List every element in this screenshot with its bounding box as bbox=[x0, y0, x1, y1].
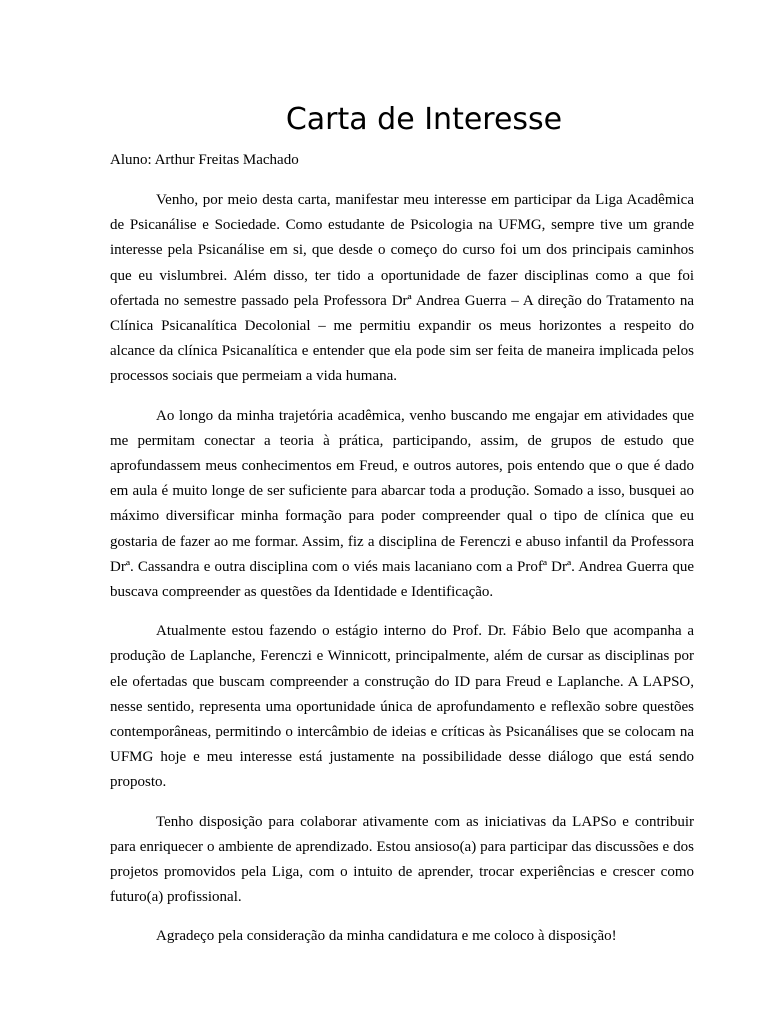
paragraph-2: Ao longo da minha trajetória acadêmica, venho buscando me engajar em atividades que me permitam conectar a teoria à prática, participando, assim, de grupos de estudo que aprofundassem meus conhecimentos em Freud, e outros autores, pois entendo que o que é dado em aula é muito longe de ser suficiente para abarcar toda a produção. Somado a isso, busquei ao máximo diversificar minha formação para poder compreender qual o tipo de clínica que eu gostaria de fazer ao me formar. Assim, fiz a disciplina de Ferenczi e abuso infantil da Professora Drª. Cassandra e outra disciplina com o viés mais lacaniano com a Profª Drª. Andrea Guerra que buscava compreender as questões da Identidade e Identificação. bbox=[110, 407, 694, 601]
paragraph-5: Agradeço pela consideração da minha candidatura e me coloco à disposição! bbox=[156, 928, 617, 945]
student-line: Aluno: Arthur Freitas Machado bbox=[110, 152, 299, 168]
paragraph-4: Tenho disposição para colaborar ativamente com as iniciativas da LAPSo e contribuir para enriquecer o ambiente de aprendizado. Estou ansioso(a) para participar das discussões e dos projetos promovidos pela Liga, com o intuito de aprender, trocar experiências e crescer como futuro(a) profissional. bbox=[110, 813, 694, 906]
document-title: Carta de Interesse bbox=[285, 102, 563, 137]
letter-body bbox=[110, 188, 694, 950]
paragraph-3: Atualmente estou fazendo o estágio interno do Prof. Dr. Fábio Belo que acompanha a produção de Laplanche, Ferenczi e Winnicott, principalmente, além de cursar as disciplinas por ele ofertadas que buscam compreender a construção do ID para Freud e Laplanche. A LAPSO, nesse sentido, representa uma oportunidade única de aprofundamento e reflexão sobre questões contemporâneas, permitindo o intercâmbio de ideias e críticas às Psicanálises que se colocam na UFMG hoje e meu interesse está justamente na possibilidade desse diálogo que está sendo proposto. bbox=[110, 623, 694, 791]
paragraph-1: Venho, por meio desta carta, manifestar meu interesse em participar da Liga Acadêmica de Psicanálise e Sociedade. Como estudante de Psicologia na UFMG, sempre tive um grande interesse pela Psicanálise em si, que desde o começo do curso foi um dos principais caminhos que eu vislumbrei. Além disso, ter tido a oportunidade de fazer disciplinas como a que foi ofertada no semestre passado pela Professora Drª Andrea Guerra – A direção do Tratamento na Clínica Psicanalítica Decolonial – me permitiu expandir os meus horizontes a respeito do alcance da clínica Psicanalítica e entender que ela pode sim ser feita de maneira implicada pelos processos sociais que permeiam a vida humana. bbox=[110, 192, 694, 385]
